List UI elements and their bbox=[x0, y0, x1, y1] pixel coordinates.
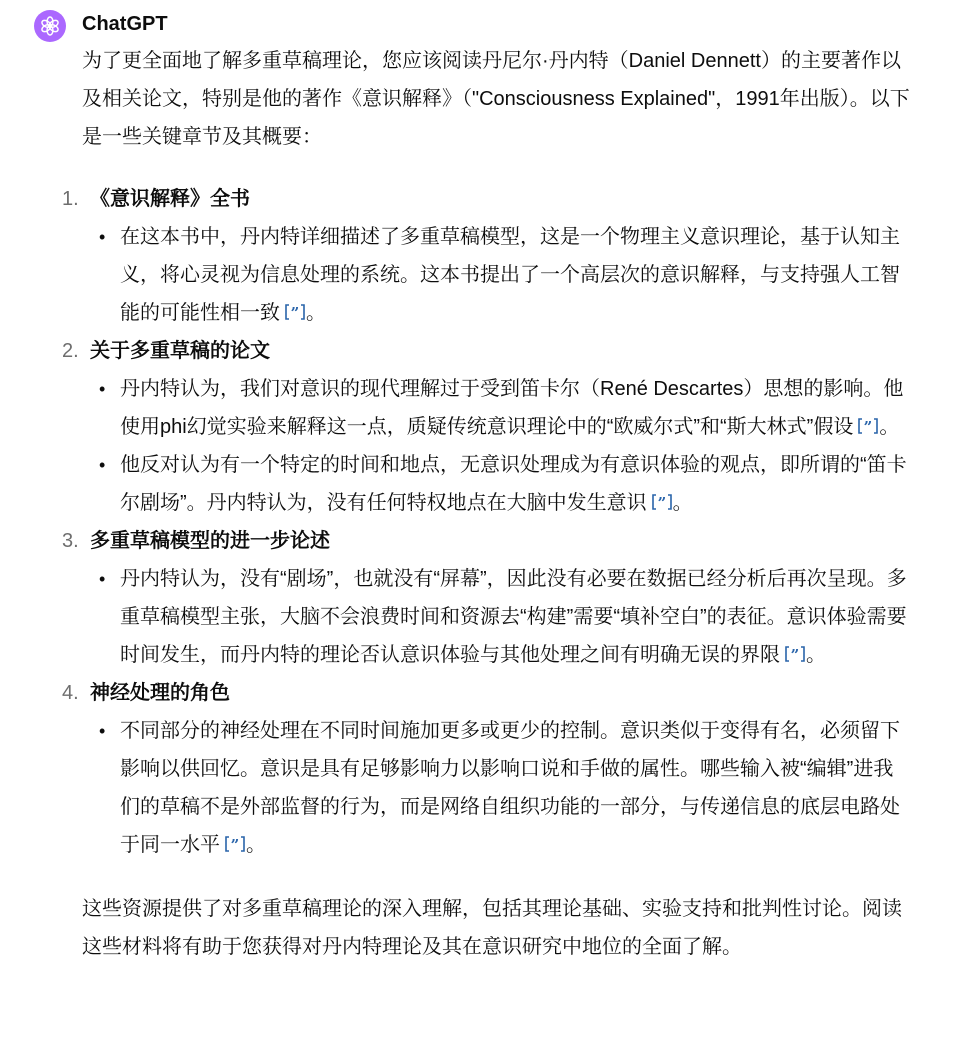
list-item-number: 3. bbox=[62, 530, 79, 552]
bullet-text: 在这本书中，丹内特详细描述了多重草稿模型，这是一个物理主义意识理论，基于认知主义，将心灵视为信息处理的系统。这本书提出了一个高层次的意识解释，与支持强人工智能的可能性相一致 bbox=[120, 226, 900, 324]
message-author: ChatGPT bbox=[82, 13, 168, 35]
bullet-dot-icon: • bbox=[99, 721, 106, 741]
quote-citation-icon[interactable] bbox=[857, 417, 879, 435]
bullet-text: 丹内特认为，我们对意识的现代理解过于受到笛卡尔（René Descartes）思想的影响。他使用phi幻觉实验来解释这一点，质疑传统意识理论中的“欧威尔式”和“斯大林式”假设 bbox=[120, 378, 904, 438]
bullet-dot-icon: • bbox=[99, 379, 106, 399]
list-item-number: 1. bbox=[62, 188, 79, 210]
list-item-title: 关于多重草稿的论文 bbox=[90, 340, 270, 362]
svg-text:”: ” bbox=[657, 494, 666, 511]
list-item bbox=[62, 180, 910, 332]
bullet-point bbox=[82, 560, 910, 674]
quote-citation-icon[interactable] bbox=[284, 303, 306, 321]
message-content bbox=[62, 42, 910, 986]
bullet-dot-icon: • bbox=[99, 227, 106, 247]
list-item-number: 2. bbox=[62, 340, 79, 362]
quote-citation-icon[interactable] bbox=[651, 493, 673, 511]
end-punctuation: 。 bbox=[879, 416, 900, 438]
svg-text:”: ” bbox=[290, 304, 300, 321]
bullet-text: 他反对认为有一个特定的时间和地点，无意识处理成为有意识体验的观点，即所谓的“笛卡尔剧场”。丹内特认为，没有任何特权地点在大脑中发生意识 bbox=[120, 454, 907, 514]
svg-text:”: ” bbox=[864, 418, 873, 435]
list-item bbox=[62, 522, 910, 674]
outro-paragraph: 这些资源提供了对多重草稿理论的深入理解，包括其理论基础、实验支持和批判性讨论。阅读这些材料将有助于您获得对丹内特理论及其在意识研究中地位的全面了解。 bbox=[82, 898, 902, 958]
bullet-text: 不同部分的神经处理在不同时间施加更多或更少的控制。意识类似于变得有名，必须留下影响以供回忆。意识是具有足够影响力以影响口说和手做的属性。哪些输入被“编辑”进我们的草稿不是外部监督的行为，而是网络自组织功能的一部分，与传递信息的底层电路处于同一水平 bbox=[120, 720, 900, 856]
quote-citation-icon[interactable] bbox=[784, 645, 806, 663]
end-punctuation: 。 bbox=[306, 302, 326, 324]
end-punctuation: 。 bbox=[672, 492, 693, 514]
bullet-dot-icon: • bbox=[99, 455, 106, 475]
intro-paragraph: 为了更全面地了解多重草稿理论，您应该阅读丹尼尔·丹内特（Daniel Dennett）的主要著作以及相关论文，特别是他的著作《意识解释》（"Consciousness Explained"，1991年出版）。以下是一些关键章节及其概要： bbox=[82, 50, 910, 148]
list-item-title: 神经处理的角色 bbox=[90, 682, 230, 704]
bullet-point bbox=[82, 218, 910, 332]
list-item-heading bbox=[62, 180, 910, 218]
svg-text:”: ” bbox=[230, 836, 240, 853]
list-item bbox=[62, 674, 910, 864]
list-item-title: 《意识解释》全书 bbox=[90, 188, 250, 210]
bullet-point bbox=[82, 446, 910, 522]
openai-logo-icon bbox=[34, 10, 66, 42]
bullet-text: 丹内特认为，没有“剧场”，也就没有“屏幕”，因此没有必要在数据已经分析后再次呈现。多重草稿模型主张，大脑不会浪费时间和资源去“构建”需要“填补空白”的表征。意识体验需要时间发生，而丹内特的理论否认意识体验与其他处理之间有明确无误的界限 bbox=[120, 568, 907, 666]
end-punctuation: 。 bbox=[246, 834, 266, 856]
key-chapters-list bbox=[62, 180, 910, 864]
list-item-heading bbox=[62, 674, 910, 712]
quote-citation-icon[interactable] bbox=[224, 835, 246, 853]
list-item-number: 4. bbox=[62, 682, 79, 704]
list-item-title: 多重草稿模型的进一步论述 bbox=[90, 530, 330, 552]
end-punctuation: 。 bbox=[806, 644, 826, 666]
list-item-heading bbox=[62, 522, 910, 560]
bullet-point bbox=[82, 712, 910, 864]
bullet-dot-icon: • bbox=[99, 569, 106, 589]
svg-text:”: ” bbox=[790, 646, 800, 663]
list-item bbox=[62, 332, 910, 522]
list-item-heading bbox=[62, 332, 910, 370]
bullet-point bbox=[82, 370, 910, 446]
